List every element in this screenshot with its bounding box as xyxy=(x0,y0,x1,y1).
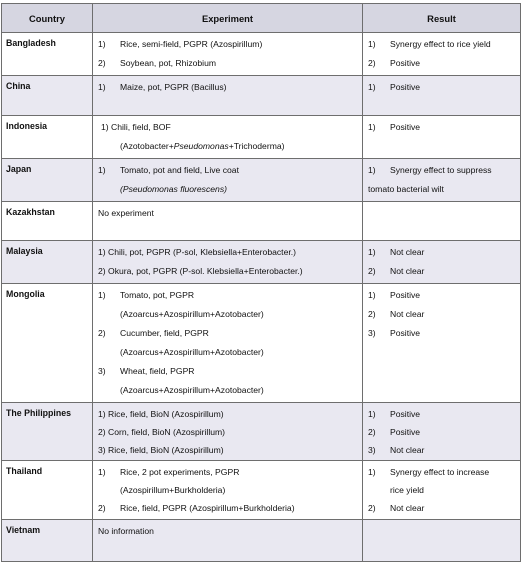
result-text: Positive xyxy=(390,409,421,419)
experiment-cell: 1) Rice, semi-field, PGPR (Azospirillum) 2) Soybean, pot, Rhizobium xyxy=(93,33,363,76)
country-cell: Kazakhstan xyxy=(2,202,93,241)
result-cell: 1) Positive xyxy=(363,76,521,116)
result-text: Not clear xyxy=(390,247,425,257)
country-cell: Japan xyxy=(2,159,93,202)
experiment-text-italic: (Pseudomonas fluorescens) xyxy=(120,184,227,194)
experiment-text: No experiment xyxy=(98,208,154,218)
header-country: Country xyxy=(2,4,93,33)
experiment-text: Tomato, pot and field, Live coat xyxy=(120,165,239,175)
table-row xyxy=(2,202,521,241)
header-result: Result xyxy=(363,4,521,33)
experiment-text: Maize, pot, PGPR (Bacillus) xyxy=(120,82,227,92)
result-cell xyxy=(363,202,521,241)
country-cell: Indonesia xyxy=(2,116,93,159)
experiment-text: 2) Corn, field, BioN (Azospirillum) xyxy=(98,427,226,437)
result-text: Positive xyxy=(390,328,421,338)
result-text: Positive xyxy=(390,122,421,132)
result-text: Positive xyxy=(390,427,421,437)
result-text: Not clear xyxy=(390,266,425,276)
result-cell: 1) Synergy effect to suppress tomato bacterial wilt xyxy=(363,159,521,202)
experiment-text: (Azoarcus+Azospirillum+Azotobacter) xyxy=(120,309,264,319)
result-cell xyxy=(363,520,521,562)
result-text: Not clear xyxy=(390,503,425,513)
experiment-text: 3) Rice, field, BioN (Azospirillum) xyxy=(98,445,224,455)
result-text: Not clear xyxy=(390,445,425,455)
result-text: Not clear xyxy=(390,309,425,319)
result-cell: 1) Synergy effect to rice yield 2) Positive xyxy=(363,33,521,76)
experiment-cell xyxy=(93,116,363,159)
experiment-text: (Azoarcus+Azospirillum+Azotobacter) xyxy=(120,347,264,357)
experiment-text: (Azotobacter+ xyxy=(120,141,174,151)
experiment-text: Cucumber, field, PGPR xyxy=(120,328,209,338)
country-cell: Vietnam xyxy=(2,520,93,562)
country-cell: China xyxy=(2,76,93,116)
table-row xyxy=(2,403,521,461)
results-table xyxy=(1,3,521,562)
experiment-text: +Trichoderma) xyxy=(228,141,285,151)
experiment-text: (Azospirillum+Burkholderia) xyxy=(120,485,226,495)
experiment-cell: 1) Rice, 2 pot experiments, PGPR (Azospirillum+Burkholderia) 2) Rice, field, PGPR (Azospirillum+Burkholderia) xyxy=(93,461,363,520)
experiment-cell xyxy=(93,403,363,461)
country-cell: Malaysia xyxy=(2,241,93,284)
result-cell: 1) Positive 2) Positive 3) Not clear xyxy=(363,403,521,461)
experiment-text: Rice, field, PGPR (Azospirillum+Burkholderia) xyxy=(120,503,295,513)
header-experiment: Experiment xyxy=(93,4,363,33)
result-text: Positive xyxy=(390,290,421,300)
experiment-cell: 1) Maize, pot, PGPR (Bacillus) xyxy=(93,76,363,116)
table-row xyxy=(2,116,521,159)
country-cell: The Philippines xyxy=(2,403,93,461)
experiment-text: Soybean, pot, Rhizobium xyxy=(120,58,217,68)
table-row xyxy=(2,76,521,116)
result-text: tomato bacterial wilt xyxy=(368,184,444,194)
table-row xyxy=(2,241,521,284)
experiment-text: 1) Chili, pot, PGPR (P-sol, Klebsiella+Enterobacter.) xyxy=(98,247,296,257)
table-row xyxy=(2,33,521,76)
experiment-text: Tomato, pot, PGPR xyxy=(120,290,195,300)
result-text: Positive xyxy=(390,58,421,68)
experiment-cell: 1) Tomato, pot, PGPR (Azoarcus+Azospirillum+Azotobacter) 2) Cucumber, field, PGPR (Azoarcus+Azospirillum+Azotobacter) 3) Wheat, field, PGPR (Azoarcus+Azospirillum+Azotobacter) xyxy=(93,284,363,403)
country-cell: Bangladesh xyxy=(2,33,93,76)
result-cell: 1) Positive xyxy=(363,116,521,159)
result-text: Synergy effect to suppress xyxy=(390,165,492,175)
result-text: Synergy effect to rice yield xyxy=(390,39,491,49)
table-row xyxy=(2,284,521,403)
experiment-cell: 1) Tomato, pot and field, Live coat (Pseudomonas fluorescens) xyxy=(93,159,363,202)
experiment-text-italic: Pseudomonas xyxy=(173,141,229,151)
result-text: Positive xyxy=(390,82,421,92)
header-row xyxy=(2,4,521,33)
experiment-text: Rice, 2 pot experiments, PGPR xyxy=(120,467,240,477)
table-row xyxy=(2,159,521,202)
table-row xyxy=(2,520,521,562)
experiment-text: (Azoarcus+Azospirillum+Azotobacter) xyxy=(120,385,264,395)
experiment-text: 1) Chili, field, BOF xyxy=(101,122,171,132)
result-text: rice yield xyxy=(390,485,424,495)
table-row xyxy=(2,461,521,520)
result-cell: 1) Positive 2) Not clear 3) Positive xyxy=(363,284,521,403)
experiment-text: Rice, semi-field, PGPR (Azospirillum) xyxy=(120,39,263,49)
experiment-cell xyxy=(93,520,363,562)
experiment-text: No information xyxy=(98,526,154,536)
result-text: Synergy effect to increase xyxy=(390,467,490,477)
experiment-cell xyxy=(93,241,363,284)
result-cell: 1) Not clear 2) Not clear xyxy=(363,241,521,284)
experiment-text: Wheat, field, PGPR xyxy=(120,366,195,376)
country-cell: Mongolia xyxy=(2,284,93,403)
experiment-text: 2) Okura, pot, PGPR (P-sol. Klebsiella+Enterobacter.) xyxy=(98,266,303,276)
result-cell: 1) Synergy effect to increase rice yield 2) Not clear xyxy=(363,461,521,520)
experiment-cell xyxy=(93,202,363,241)
experiment-text: 1) Rice, field, BioN (Azospirillum) xyxy=(98,409,224,419)
country-cell: Thailand xyxy=(2,461,93,520)
